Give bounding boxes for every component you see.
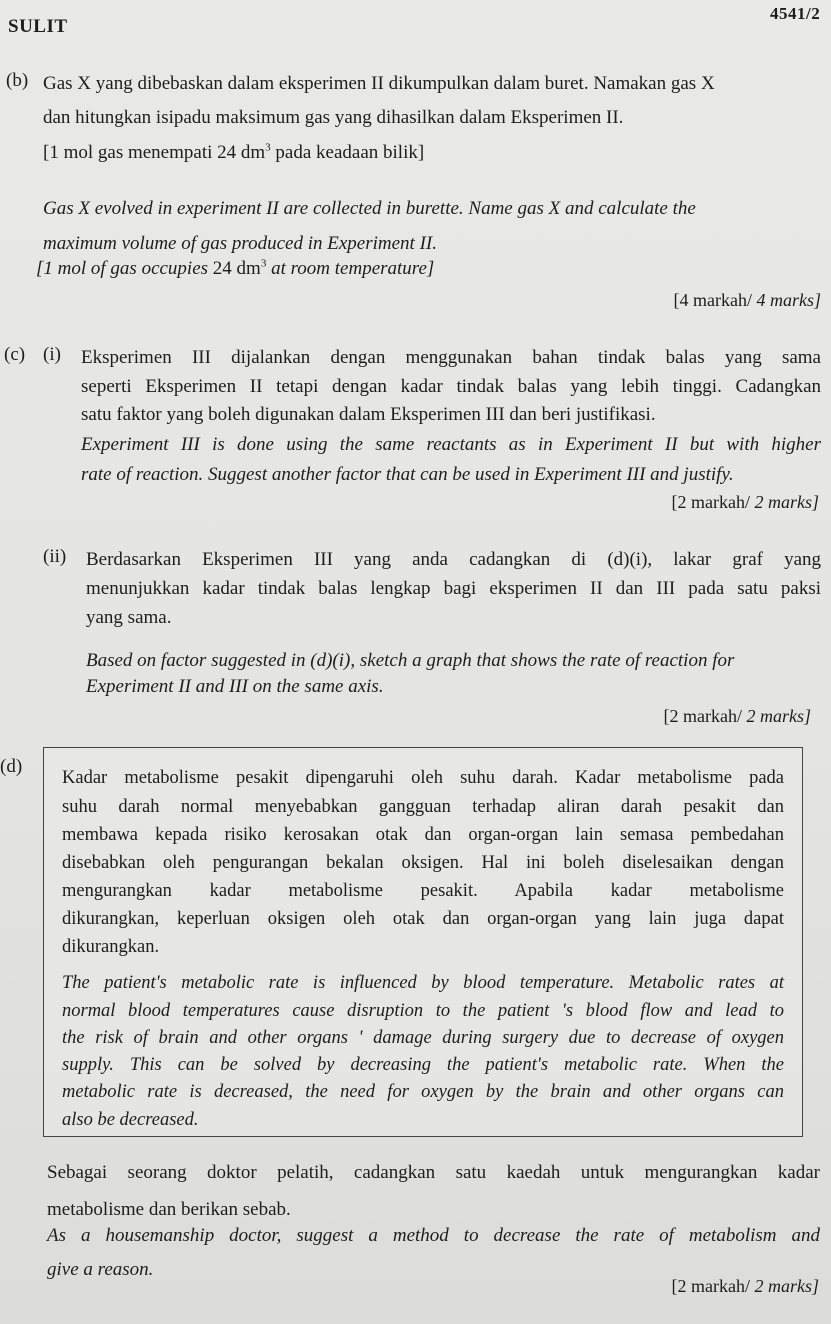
box-en-line3: the risk of brain and other organs ' damage during surgery due to decrease of oxygen: [62, 1028, 784, 1048]
part-b-marks: [674, 290, 821, 311]
part-b-en-unit: 24 dm: [212, 258, 261, 279]
box-ms-line6: dikurangkan, keperluan oksigen oleh otak dan organ-organ yang lain juga dapat: [62, 909, 784, 929]
box-ms-line3: membawa kepada risiko kerosakan otak dan organ-organ lain semasa pembedahan: [62, 825, 784, 845]
part-b-marks-en: 4 marks]: [756, 290, 821, 310]
part-c-ii-ms-line3: yang sama.: [86, 607, 172, 628]
box-en-line1: The patient's metabolic rate is influenced by blood temperature. Metabolic rates at: [62, 973, 784, 993]
part-c-i-ms-line1: Eksperimen III dijalankan dengan menggunakan bahan tindak balas yang sama: [81, 347, 821, 368]
part-b-ms-line1: Gas X yang dibebaskan dalam eksperimen II dikumpulkan dalam buret. Namakan gas X: [43, 73, 715, 94]
part-c-ii-marks-ms: [2 markah/: [663, 706, 747, 726]
part-d-ms-line2: metabolisme dan berikan sebab.: [47, 1199, 291, 1220]
part-c-ii-en-line2: Experiment II and III on the same axis.: [86, 676, 384, 697]
part-b-en-line3-a: [1 mol of gas occupies: [36, 258, 213, 279]
part-d-ms-line1: Sebagai seorang doktor pelatih, cadangkan satu kaedah untuk mengurangkan kadar: [47, 1162, 820, 1183]
box-ms-line4: disebabkan oleh pengurangan bekalan oksigen. Hal ini boleh diselesaikan dengan: [62, 853, 784, 873]
part-b-en-line3: [36, 255, 434, 282]
part-b-en-line2: maximum volume of gas produced in Experiment II.: [43, 233, 437, 254]
box-en-line6: also be decreased.: [62, 1110, 199, 1130]
part-b-en-sup: 3: [260, 257, 267, 270]
part-b-ms-line2: dan hitungkan isipadu maksimum gas yang dihasilkan dalam Eksperimen II.: [43, 107, 624, 128]
part-b-marks-ms: [4 markah/: [673, 290, 757, 310]
part-d-marks-ms: [2 markah/: [671, 1276, 755, 1296]
part-c-i-marks-en: 2 marks]: [754, 492, 819, 512]
part-c-ii-marks-en: 2 marks]: [746, 706, 811, 726]
part-b-en-line3-b: at room temperature]: [266, 258, 435, 279]
part-b-ms-line3: [43, 139, 424, 166]
box-ms-line7: dikurangkan.: [62, 937, 160, 957]
part-c-i-en-line2: rate of reaction. Suggest another factor that can be used in Experiment III and justify.: [81, 464, 734, 485]
paper-code: 4541/2: [770, 4, 821, 23]
part-b-ms-line3-a: [1 mol gas menempati: [43, 142, 218, 163]
box-en-line5: metabolic rate is decreased, the need for oxygen by the brain and other organs can: [62, 1082, 784, 1102]
box-en-line2: normal blood temperatures cause disruption to the patient 's blood flow and lead to: [62, 1001, 784, 1021]
box-ms-line1: Kadar metabolisme pesakit dipengaruhi oleh suhu darah. Kadar metabolisme pada: [62, 768, 784, 788]
box-ms-line2: suhu darah normal menyebabkan gangguan terhadap aliran darah pesakit dan: [62, 797, 784, 817]
part-c-i-marks-ms: [2 markah/: [671, 492, 755, 512]
part-b-ms-sup: 3: [265, 141, 271, 154]
part-c-i-en-line1: Experiment III is done using the same reactants as in Experiment II but with higher: [81, 434, 821, 455]
part-b-label: (b): [6, 70, 29, 91]
part-c-i-label: (i): [43, 344, 61, 365]
part-c-i-ms-line2: seperti Eksperimen II tetapi dengan kadar tindak balas yang lebih tinggi. Cadangkan: [81, 376, 821, 397]
part-c-ii-marks: [664, 706, 811, 727]
part-d-en-line1: As a housemanship doctor, suggest a method to decrease the rate of metabolism and: [47, 1225, 820, 1246]
part-d-marks: [672, 1276, 819, 1297]
box-en-line4: supply. This can be solved by decreasing the patient's metabolic rate. When the: [62, 1055, 784, 1075]
part-d-en-line2: give a reason.: [47, 1259, 154, 1280]
part-c-i-ms-line3: satu faktor yang boleh digunakan dalam Eksperimen III dan beri justifikasi.: [81, 404, 656, 425]
part-c-ii-ms-line2: menunjukkan kadar tindak balas lengkap bagi eksperimen II dan III pada satu paksi: [86, 578, 821, 599]
part-b-ms-line3-b: pada keadaan bilik]: [270, 142, 425, 163]
part-b-ms-unit: 24 dm: [217, 142, 266, 163]
part-c-i-marks: [672, 492, 819, 513]
part-c-ii-label: (ii): [43, 546, 67, 567]
part-d-marks-en: 2 marks]: [754, 1276, 819, 1296]
sulit-label: SULIT: [8, 16, 68, 37]
part-c-ii-ms-line1: Berdasarkan Eksperimen III yang anda cadangkan di (d)(i), lakar graf yang: [86, 549, 821, 570]
part-b-en-line1: Gas X evolved in experiment II are collected in burette. Name gas X and calculate the: [43, 198, 696, 219]
box-ms-line5: mengurangkan kadar metabolisme pesakit. Apabila kadar metabolisme: [62, 881, 784, 901]
part-c-ii-en-line1: Based on factor suggested in (d)(i), sketch a graph that shows the rate of reaction for: [86, 650, 735, 671]
part-c-label: (c): [4, 344, 26, 365]
part-d-label: (d): [0, 756, 23, 777]
